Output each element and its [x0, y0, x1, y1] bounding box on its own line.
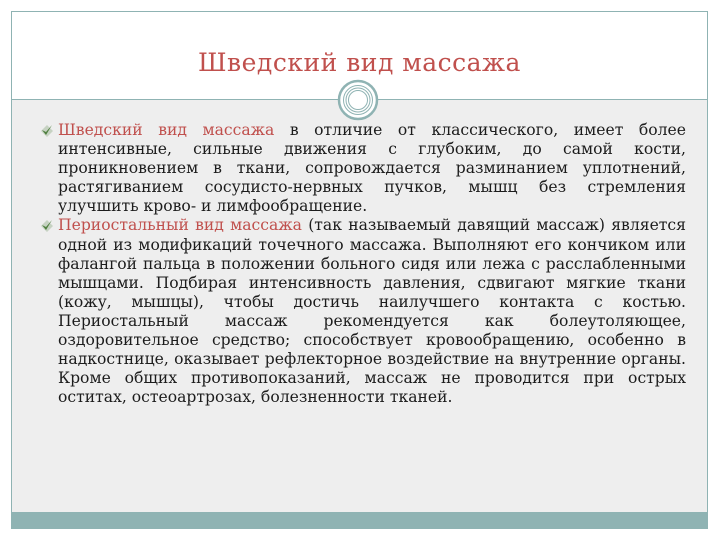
bullet-lead: Шведский вид массажа: [58, 121, 275, 139]
bullet-item: [40, 216, 686, 407]
bullet-item: [40, 121, 686, 216]
bullet-text: (так называемый давящий массаж) является одной из модификаций точечного массажа. Выполняют его кончиком или фалангой пальца в положении больного сидя или лежа с расслабленными мышцами. Подбирая интенсивность давления, сдвигают мягкие ткани (кожу, мышцы), чтобы достичь наилучшего контакта с костью. Периостальный массаж рекомендуется как болеутоляющее, оздоровительное средство; способствует кровообращению, особенно в надкостнице, оказывает рефлекторное воздействие на внутренние органы. Кроме общих противопоказаний, массаж не проводится при острых оститах, остеоартрозах, болезненности тканей.: [58, 216, 686, 407]
slide-title: Шведский вид массажа: [198, 48, 521, 77]
bullet-lead: Периостальный вид массажа: [58, 216, 302, 235]
bullet-text: в отличие от классического, имеет более интенсивные, сильные движения с глубоким, до самой кости, проникновением в ткани, сопровождается разминанием уплотнений, растягиванием сосудисто-нервных пучков, мышц без стремления улучшить крово- и лимфообращение.: [58, 121, 686, 216]
ring-ornament-icon: [337, 79, 379, 121]
slide: [11, 11, 708, 529]
checkmark-diamond-icon: [40, 124, 54, 138]
bottom-bar: [12, 512, 707, 528]
slide-content: [40, 121, 686, 407]
checkmark-diamond-icon: [40, 219, 54, 233]
